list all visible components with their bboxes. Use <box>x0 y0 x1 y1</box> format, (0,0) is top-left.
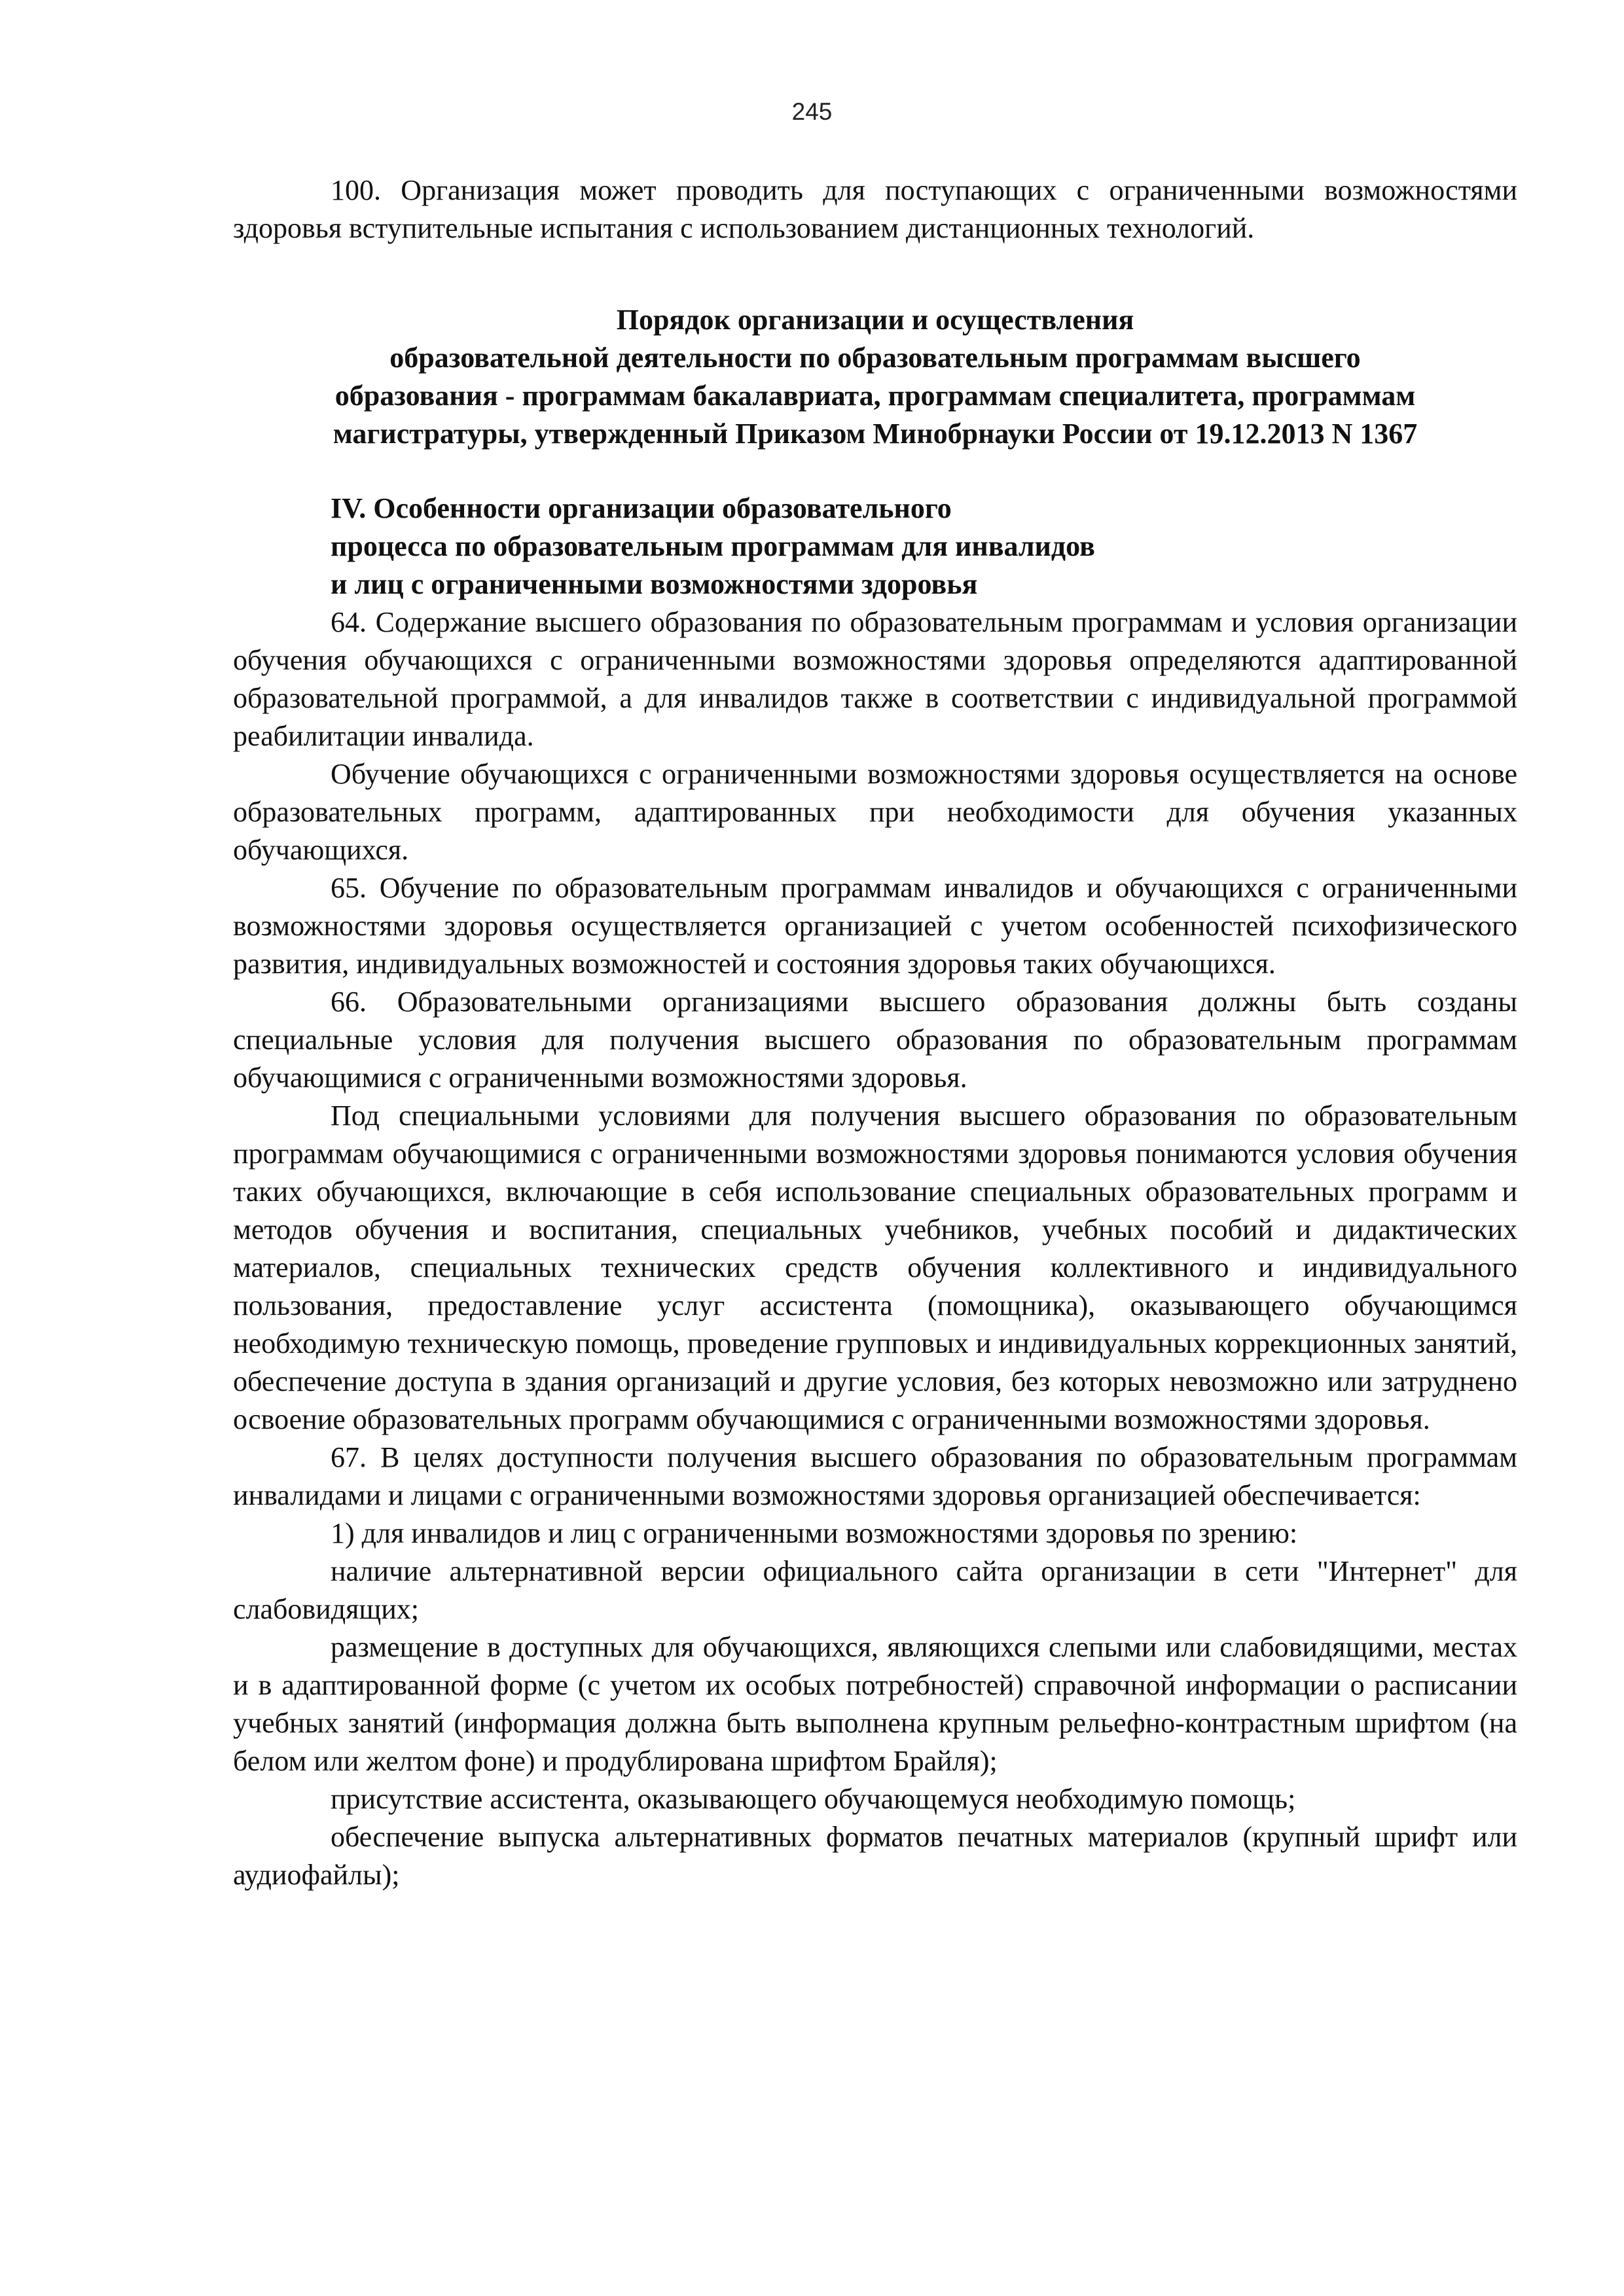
chapter-heading-line: процесса по образовательным программам для инвалидов <box>331 530 1095 562</box>
document-title-line: образовательной деятельности по образовательным программам высшего <box>389 342 1361 374</box>
paragraph-64: 64. Содержание высшего образования по образовательным программам и условия организации обучения обучающихся с ограниченными возможностями здоровья определяются адаптированной образовательной программой, а для инвалидов также в соответствии с индивидуальной программой реабилитации инвалида. <box>233 606 1517 752</box>
chapter-heading-line: и лиц с ограниченными возможностями здоровья <box>331 568 978 600</box>
paragraph-67: 67. В целях доступности получения высшего образования по образовательным программам инвалидами и лицами с ограниченными возможностями здоровья организацией обеспечивается: <box>233 1441 1517 1511</box>
paragraph-66-special-conditions: Под специальными условиями для получения высшего образования по образовательным программам обучающимися с ограниченными возможностями здоровья понимаются условия обучения таких обучающихся, включающие в себя использование специальных образовательных программ и методов обучения и воспитания, специальных учебников, учебных пособий и дидактических материалов, специальных технических средств обучения коллективного и индивидуального пользования, предоставление услуг ассистента (помощника), оказывающего обучающимся необходимую техническую помощь, проведение групповых и индивидуальных коррекционных занятий, обеспечение доступа в здания организаций и другие условия, без которых невозможно или затруднено освоение образовательных программ обучающимися с ограниченными возможностями здоровья. <box>233 1100 1517 1435</box>
page-number: 245 <box>791 98 833 125</box>
list-item-alt-formats: обеспечение выпуска альтернативных форматов печатных материалов (крупный шрифт или аудиофайлы); <box>233 1821 1517 1891</box>
list-item-vision: 1) для инвалидов и лиц с ограниченными возможностями здоровья по зрению: <box>331 1517 1298 1549</box>
list-item-assistant: присутствие ассистента, оказывающего обучающемуся необходимую помощь; <box>331 1783 1296 1815</box>
document-title-line: Порядок организации и осуществления <box>616 304 1134 336</box>
chapter-heading-line: IV. Особенности организации образовательного <box>331 492 952 524</box>
page-content <box>233 171 1517 1894</box>
chapter-heading <box>233 490 1517 603</box>
list-item-reference-info: размещение в доступных для обучающихся, являющихся слепыми или слабовидящими, местах и в адаптированной форме (с учетом их особых потребностей) справочной информации о расписании учебных занятий (информация должна быть выполнена крупным рельефно-контрастным шрифтом (на белом или желтом фоне) и продублирована шрифтом Брайля); <box>233 1631 1517 1777</box>
document-title-line: образования - программам бакалавриата, программам специалитета, программам <box>334 380 1416 412</box>
document-title <box>233 301 1517 453</box>
list-item-alt-website: наличие альтернативной версии официального сайта организации в сети "Интернет" для слабовидящих; <box>233 1555 1517 1625</box>
paragraph-66: 66. Образовательными организациями высшего образования должны быть созданы специальные условия для получения высшего образования по образовательным программам обучающимися с ограниченными возможностями здоровья. <box>233 986 1517 1094</box>
paragraph-100: 100. Организация может проводить для поступающих с ограниченными возможностями здоровья вступительные испытания с использованием дистанционных технологий. <box>233 174 1517 244</box>
paragraph-64-continued: Обучение обучающихся с ограниченными возможностями здоровья осуществляется на основе образовательных программ, адаптированных при необходимости для обучения указанных обучающихся. <box>233 758 1517 866</box>
document-title-line: магистратуры, утвержденный Приказом Минобрнауки России от 19.12.2013 N 1367 <box>333 418 1418 450</box>
paragraph-65: 65. Обучение по образовательным программам инвалидов и обучающихся с ограниченными возможностями здоровья осуществляется организацией с учетом особенностей психофизического развития, индивидуальных возможностей и состояния здоровья таких обучающихся. <box>233 872 1517 980</box>
